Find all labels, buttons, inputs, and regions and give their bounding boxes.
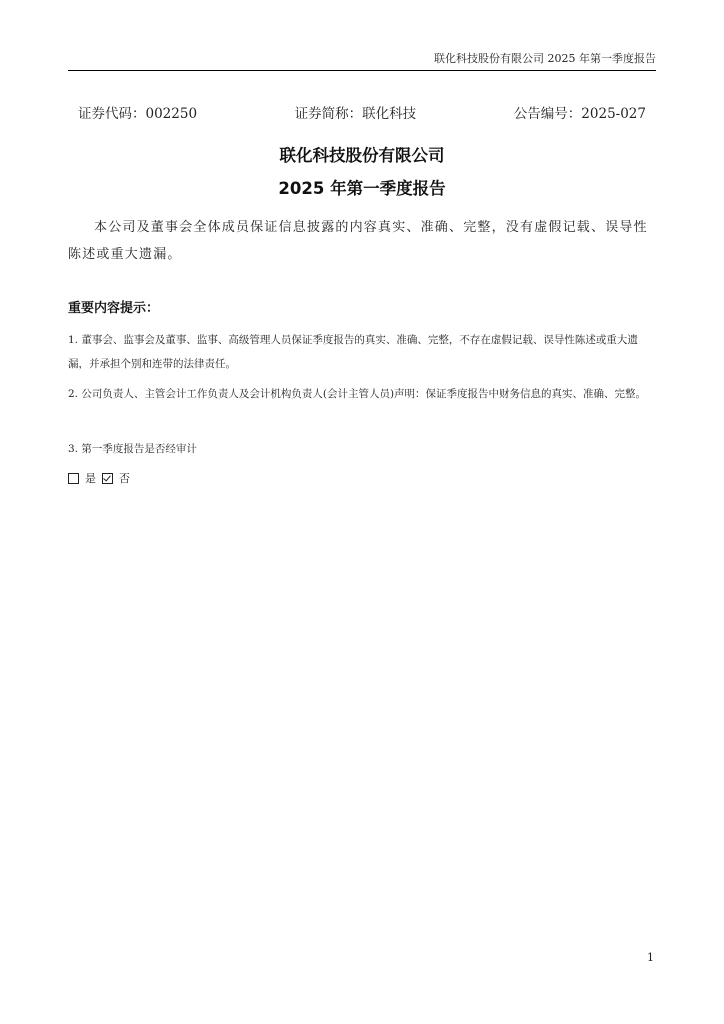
audit-yes-checkbox[interactable] <box>68 473 79 484</box>
stock-name: 证券简称：联化科技 <box>294 106 417 122</box>
audit-no-checkbox[interactable] <box>102 473 113 484</box>
announcement-number: 公告编号：2025-027 <box>513 106 646 122</box>
report-title: 2025 年第一季度报告 <box>278 179 446 198</box>
audit-options <box>68 470 130 486</box>
page-number: 1 <box>647 951 654 964</box>
stock-info-row <box>78 102 646 122</box>
board-statement: 本公司及董事会全体成员保证信息披露的内容真实、准确、完整，没有虚假记载、误导性陈述或重大遗漏。 <box>68 220 648 262</box>
notice-item-3: 3. 第一季度报告是否经审计 <box>68 443 197 455</box>
company-title: 联化科技股份有限公司 <box>279 146 445 165</box>
stock-code: 证券代码：002250 <box>78 106 198 122</box>
notice-item-1: 1. 董事会、监事会及董事、监事、高级管理人员保证季度报告的真实、准确、完整，不存在虚假记载、误导性陈述或重大遗漏，并承担个别和连带的法律责任。 <box>68 334 638 370</box>
audit-yes-label: 是 <box>85 472 96 485</box>
important-notice-heading: 重要内容提示： <box>68 301 160 316</box>
audit-no-label: 否 <box>119 472 130 485</box>
running-header: 联化科技股份有限公司 2025 年第一季度报告 <box>68 50 656 71</box>
notice-item-2: 2. 公司负责人、主管会计工作负责人及会计机构负责人(会计主管人员)声明：保证季度报告中财务信息的真实、准确、完整。 <box>68 388 647 400</box>
